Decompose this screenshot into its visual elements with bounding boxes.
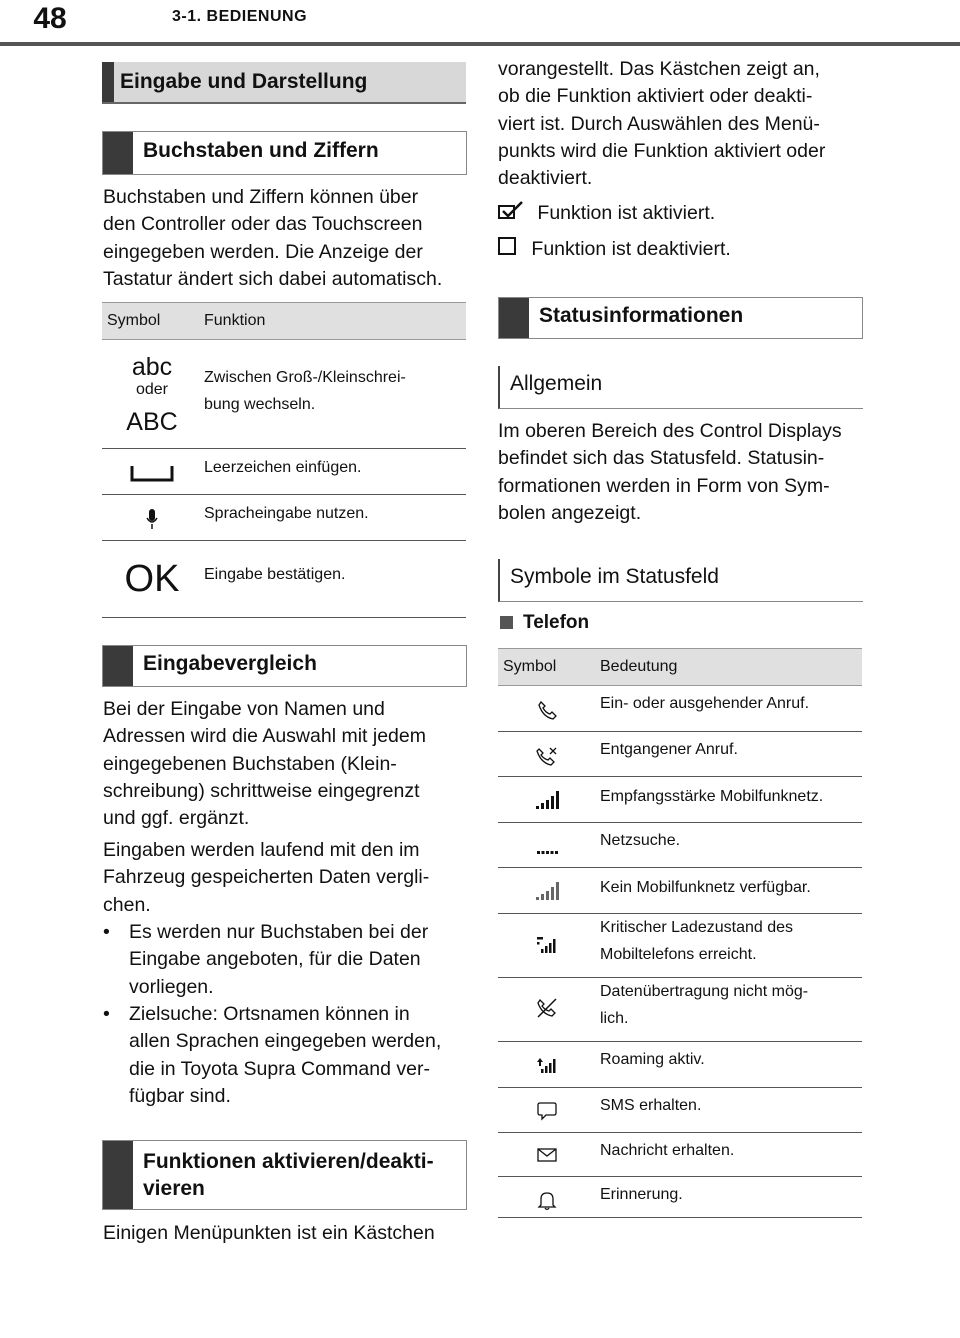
no-data-icon [534, 996, 560, 1020]
case-toggle-symbol: abc oder ABC [126, 353, 178, 436]
heading-general: Allgemein [498, 366, 863, 409]
table-header: Symbol Funktion [102, 302, 466, 340]
message-icon [534, 1145, 560, 1165]
header-divider [0, 42, 960, 46]
table-row: SMS erhalten. [498, 1088, 862, 1133]
heading-letters-digits: Buchstaben und Ziffern [102, 131, 467, 175]
table-row: Spracheingabe nutzen. [102, 495, 466, 541]
section-title: 3-1. BEDIENUNG [172, 8, 308, 25]
missed-call-icon [534, 744, 560, 768]
table-row: Datenübertragung nicht mög- lich. [498, 978, 862, 1042]
paragraph-general: Im oberen Bereich des Control Displays befindet sich das Statusfeld. Statusin- formationen werden in Form von Sym- bolen angezeigt. [498, 420, 842, 524]
table-row: abc oder ABC Zwischen Groß-/Kleinschrei- bung wechseln. [102, 340, 466, 449]
deactivated-line: Funktion ist deaktiviert. [498, 236, 868, 263]
paragraph-letters: Buchstaben und Ziffern können über den Controller oder das Touchscreen eingegeben werden. Die Anzeige der Tastatur ändert sich dabei automatisch. [103, 186, 443, 290]
table-row: Nachricht erhalten. [498, 1133, 862, 1177]
subheading-phone: Telefon [500, 612, 589, 634]
page-number: 48 [0, 0, 100, 38]
table-row: Roaming aktiv. [498, 1042, 862, 1088]
table-row: Entgangener Anruf. [498, 732, 862, 777]
activated-line: Funktion ist aktiviert. [498, 200, 868, 228]
table-row: Ein- oder ausgehender Anruf. [498, 686, 862, 732]
heading-input-display: Eingabe und Darstellung [102, 62, 466, 104]
heading-status-symbols: Symbole im Statusfeld [498, 559, 863, 602]
table-row: Kein Mobilfunknetz verfügbar. [498, 868, 862, 914]
heading-toggle-functions: Funktionen aktivieren/deakti- vieren [102, 1140, 467, 1210]
square-bullet-icon [500, 616, 513, 629]
sms-icon [534, 1100, 560, 1122]
signal-strength-icon [534, 789, 560, 811]
paragraph-compare-1: Bei der Eingabe von Namen und Adressen wird die Auswahl mit jedem eingegebenen Buchstaben (Klein- schreibung) schrittweise eingegrenzt und ggf. ergänzt. [103, 698, 426, 830]
list-item: • Zielsuche: Ortsnamen können in allen Sprachen eingegeben werden, die in Toyota Supra Command ver- fügbar sind. [103, 1003, 442, 1107]
network-search-icon [534, 845, 560, 859]
table-header: Symbol Bedeutung [498, 648, 862, 686]
space-icon [122, 459, 182, 487]
table-row: OK Eingabe bestätigen. [102, 541, 466, 618]
checked-box-icon [498, 200, 526, 228]
ok-symbol: OK [124, 557, 180, 600]
paragraph-toggle: Einigen Menüpunkten ist ein Kästchen [103, 1222, 435, 1244]
no-network-icon [534, 880, 560, 902]
heading-input-compare: Eingabevergleich [102, 645, 467, 687]
paragraph-compare-2: Eingaben werden laufend mit den im Fahrzeug gespeicherten Daten vergli- chen. [103, 839, 430, 916]
low-battery-icon [534, 934, 560, 956]
microphone-icon [137, 507, 167, 531]
table-row: Erinnerung. [498, 1177, 862, 1218]
unchecked-box-icon [498, 236, 520, 263]
roaming-icon [534, 1054, 560, 1076]
phone-call-icon [534, 698, 560, 722]
reminder-icon [534, 1189, 560, 1211]
table-row: Leerzeichen einfügen. [102, 449, 466, 495]
paragraph-toggle-cont: vorangestellt. Das Kästchen zeigt an, ob die Funktion aktiviert oder deakti- viert ist. Durch Auswählen des Menü- punkts wird die Funktion aktiviert oder deaktiviert. [498, 58, 826, 190]
table-row: Empfangsstärke Mobilfunknetz. [498, 777, 862, 823]
phone-symbols-table [498, 648, 862, 1220]
list-item: • Es werden nur Buchstaben bei der Eingabe angeboten, für die Daten vorliegen. [103, 921, 429, 998]
table-row: Netzsuche. [498, 823, 862, 868]
table-row: Kritischer Ladezustand des Mobiltelefons erreicht. [498, 914, 862, 978]
heading-status-info: Statusinformationen [498, 297, 863, 339]
input-symbols-table [102, 302, 466, 618]
